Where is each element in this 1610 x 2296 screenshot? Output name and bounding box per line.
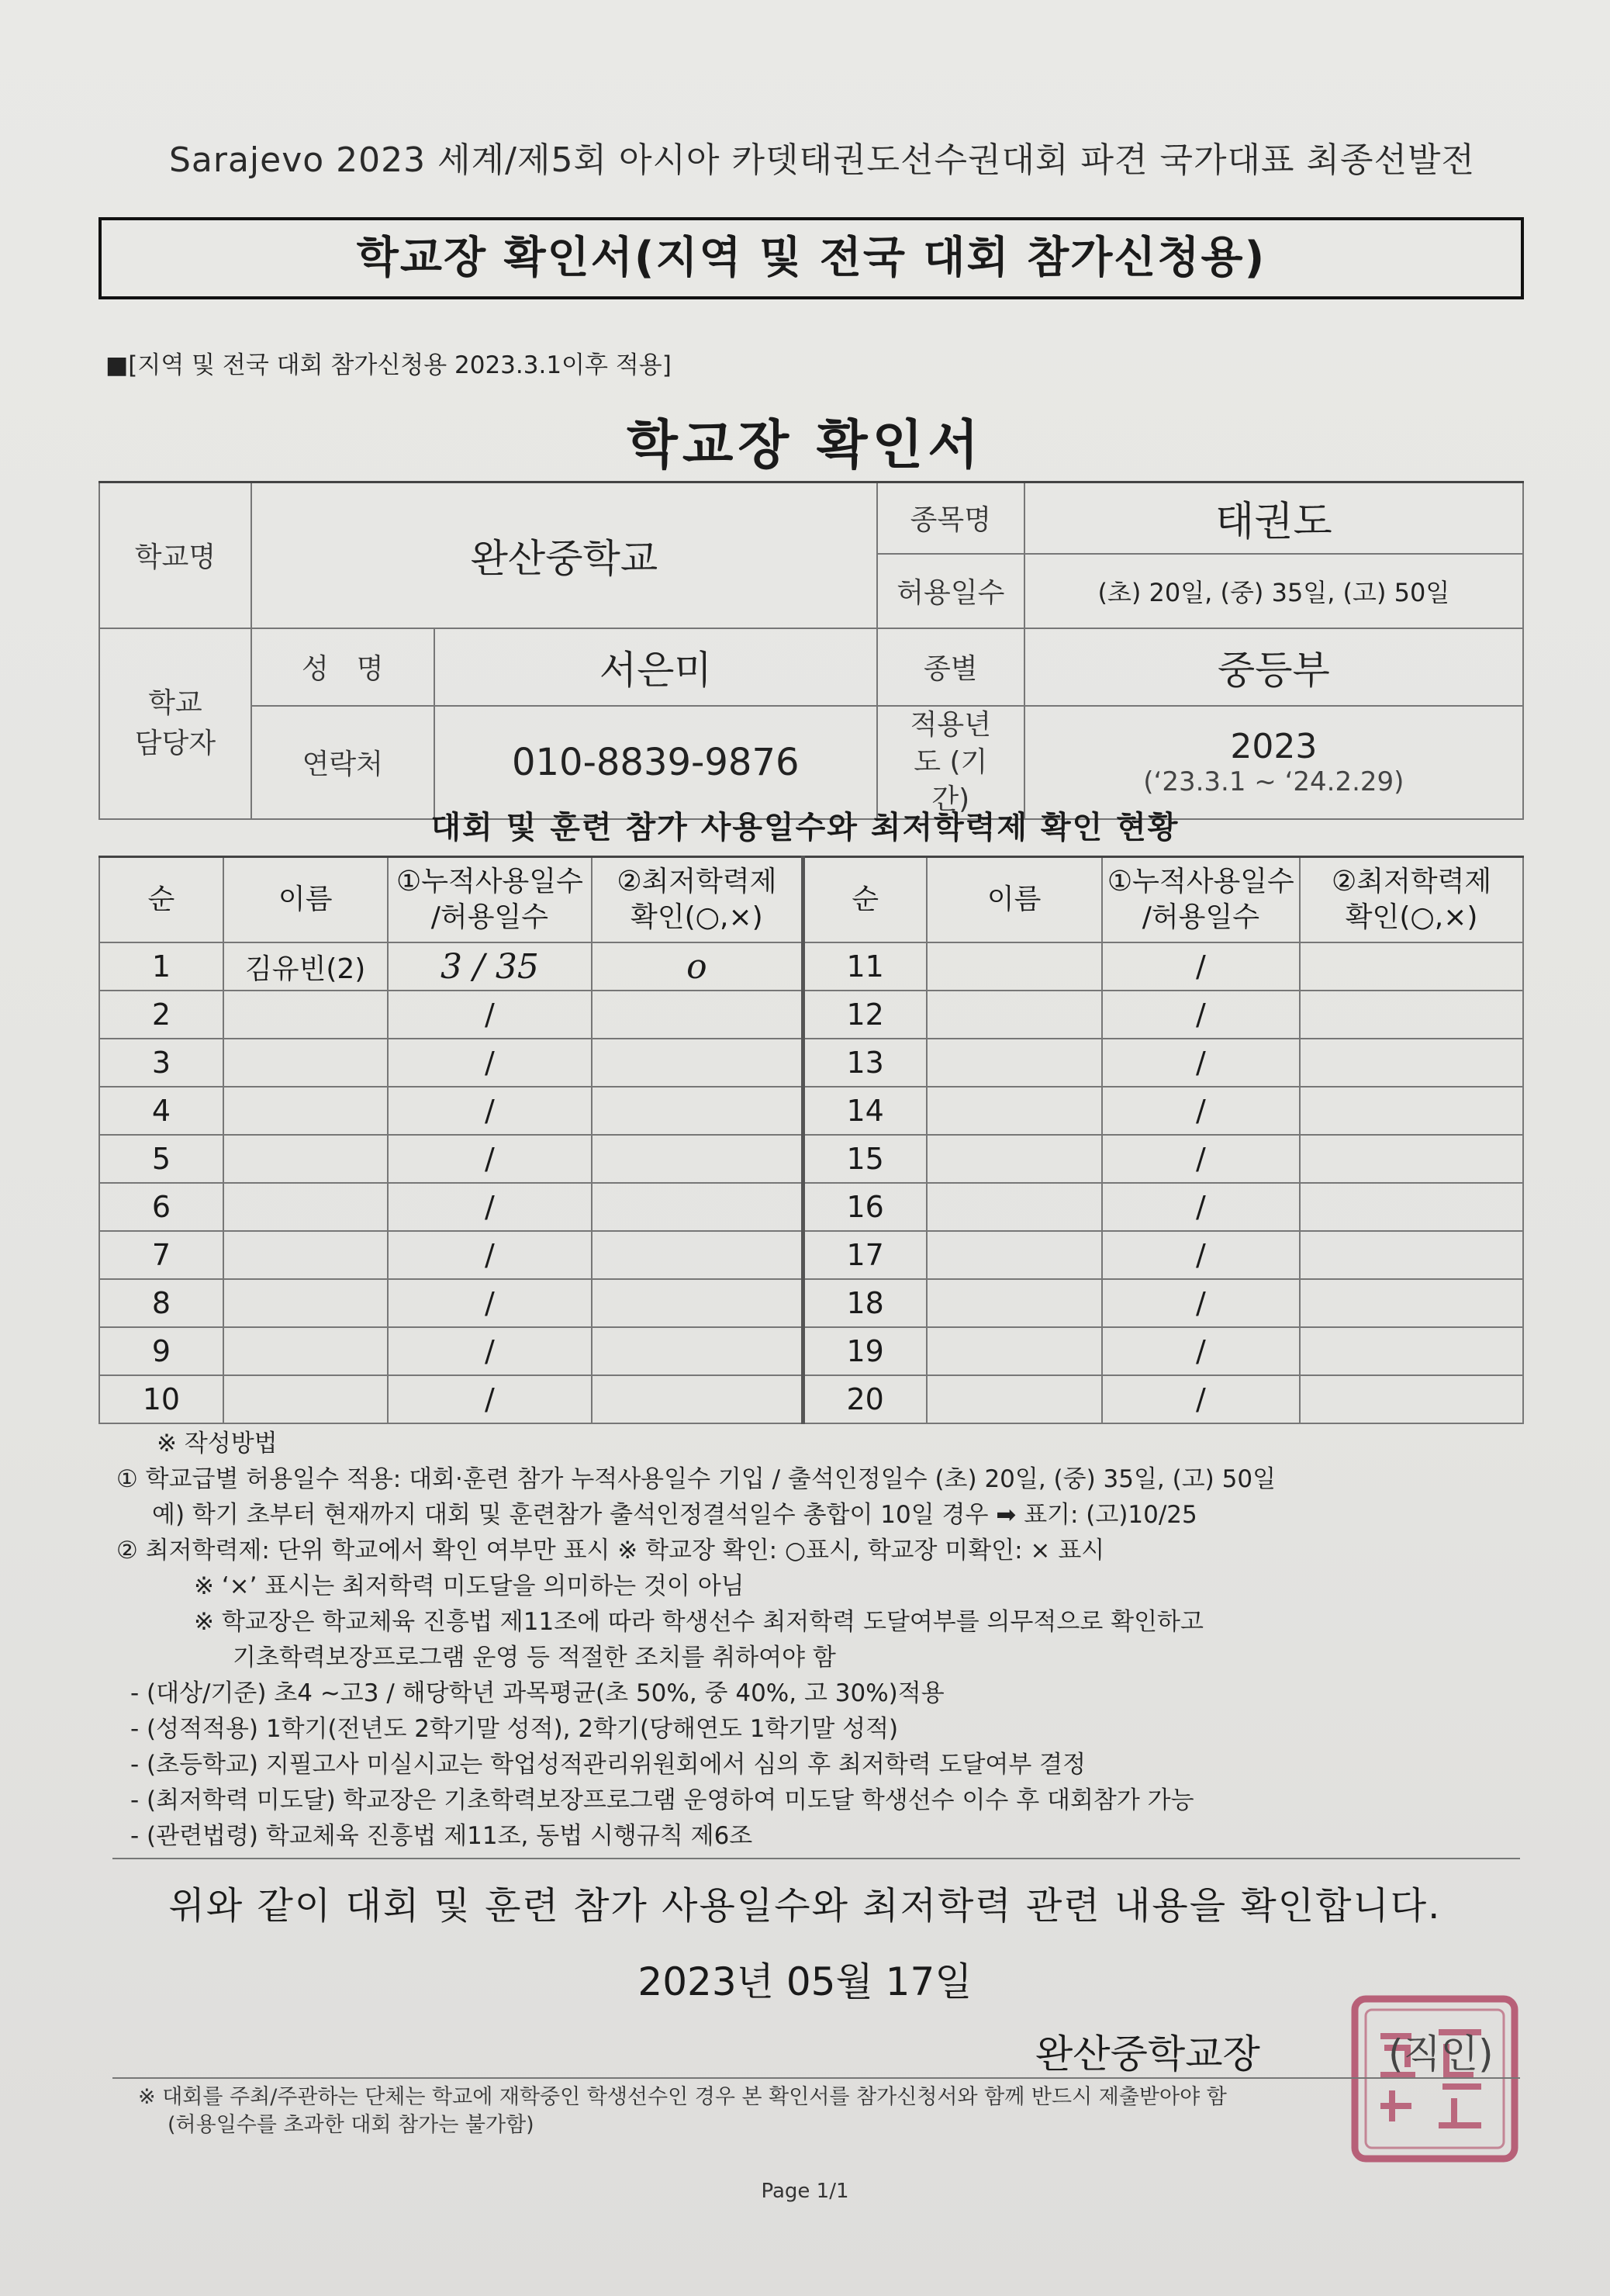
confirmation-text: 위와 같이 대회 및 훈련 참가 사용일수와 최저학력 관련 내용을 확인합니다. (168, 1884, 1442, 1928)
row-no: 16 (803, 1183, 927, 1231)
row-days: / (388, 1327, 593, 1375)
name-value: 서은미 (434, 628, 877, 706)
divider (112, 1858, 1520, 1859)
table-row (99, 1183, 1523, 1231)
year-label: 적용년도 (기간) (877, 706, 1024, 819)
table-row (99, 1039, 1523, 1087)
row-no: 18 (803, 1279, 927, 1327)
row-check (592, 991, 803, 1039)
row-check (1300, 1135, 1523, 1183)
row-check (592, 1375, 803, 1423)
col-no: 순 (99, 857, 223, 943)
method-line: 예) 학기 초부터 현재까지 대회 및 훈련참가 출석인정결석일수 총합이 10일 경우 ➡ 표기: (고)10/25 (152, 1501, 1197, 1529)
row-name (223, 991, 388, 1039)
row-check: o (592, 942, 803, 991)
row-days: / (388, 1087, 593, 1135)
row-check (1300, 1375, 1523, 1423)
row-check (592, 1231, 803, 1279)
row-name (223, 1135, 388, 1183)
row-no: 17 (803, 1231, 927, 1279)
row-name: 김유빈(2) (223, 942, 388, 991)
row-check (592, 1279, 803, 1327)
table-row (99, 1231, 1523, 1279)
row-check (592, 1087, 803, 1135)
row-days: / (1102, 1183, 1301, 1231)
row-days: / (388, 1039, 593, 1087)
row-days: / (1102, 1327, 1301, 1375)
method-heading: ※ 작성방법 (157, 1430, 278, 1457)
method-line: ② 최저학력제: 단위 학교에서 확인 여부만 표시 ※ 학교장 확인: ○표시, 학교장 미확인: × 표시 (116, 1537, 1105, 1565)
seal-label: (직인) (1388, 2031, 1494, 2076)
col-name: 이름 (223, 857, 388, 943)
row-days: / (1102, 1039, 1301, 1087)
method-line: ※ ‘×’ 표시는 최저학력 미도달을 의미하는 것이 아님 (194, 1572, 745, 1600)
row-name (927, 1231, 1102, 1279)
row-days: / (1102, 1135, 1301, 1183)
row-check (1300, 1087, 1523, 1135)
divider (112, 2077, 1520, 2079)
row-check (1300, 1231, 1523, 1279)
issue-date: 2023년 05월 17일 (637, 1959, 973, 2004)
row-no: 15 (803, 1135, 927, 1183)
table-row (99, 1327, 1523, 1375)
official-seal-stamp (1346, 1990, 1524, 2168)
row-no: 8 (99, 1279, 223, 1327)
row-days: / (1102, 1375, 1301, 1423)
form-title: 학교장 확인서 (627, 415, 983, 476)
table-row (99, 1375, 1523, 1423)
form-note: ■[지역 및 전국 대회 참가신청용 2023.3.1이후 적용] (105, 351, 672, 379)
row-days: / (1102, 991, 1301, 1039)
row-check (1300, 942, 1523, 991)
row-days: / (388, 1135, 593, 1183)
row-no: 12 (803, 991, 927, 1039)
row-name (927, 942, 1102, 991)
manager-label: 학교 담당자 (99, 628, 251, 819)
row-name (927, 1135, 1102, 1183)
allowed-days-label: 허용일수 (877, 554, 1024, 628)
row-no: 6 (99, 1183, 223, 1231)
row-no: 2 (99, 991, 223, 1039)
row-check (592, 1183, 803, 1231)
method-line: 기초학력보장프로그램 운영 등 적절한 조치를 취하여야 함 (233, 1644, 836, 1672)
row-name (927, 991, 1102, 1039)
row-name (927, 1327, 1102, 1375)
row-name (223, 1327, 388, 1375)
method-line: ① 학교급별 허용일수 적용: 대회·훈련 참가 누적사용일수 기입 / 출석인정일수 (초) 20일, (중) 35일, (고) 50일 (116, 1465, 1277, 1493)
row-name (223, 1087, 388, 1135)
school-label: 학교명 (99, 482, 251, 628)
principal-name: 완산중학교장 (1035, 2031, 1260, 2076)
table-row (99, 942, 1523, 991)
col-no: 순 (803, 857, 927, 943)
table-row (99, 1279, 1523, 1327)
row-check (592, 1039, 803, 1087)
contact-label: 연락처 (251, 706, 434, 819)
row-days: / (1102, 1231, 1301, 1279)
row-days: 3 / 35 (388, 942, 593, 991)
row-name (927, 1039, 1102, 1087)
row-no: 7 (99, 1231, 223, 1279)
row-no: 9 (99, 1327, 223, 1375)
page-number: Page 1/1 (761, 2180, 849, 2203)
school-value: 완산중학교 (251, 482, 877, 628)
row-days: / (1102, 942, 1301, 991)
row-name (223, 1279, 388, 1327)
row-days: / (1102, 1279, 1301, 1327)
writing-method (116, 1426, 1528, 1854)
status-header-row (99, 857, 1523, 943)
method-line: - (성적적용) 1학기(전년도 2학기말 성적), 2학기(당해연도 1학기말 성적) (130, 1715, 899, 1743)
row-no: 11 (803, 942, 927, 991)
row-name (223, 1375, 388, 1423)
row-check (1300, 991, 1523, 1039)
row-no: 4 (99, 1087, 223, 1135)
table-row (99, 1135, 1523, 1183)
row-check (1300, 1327, 1523, 1375)
footnote-line: (허용일수를 초과한 대회 참가는 불가함) (168, 2113, 534, 2137)
footnote-line: ※ 대회를 주최/주관하는 단체는 학교에 재학중인 학생선수인 경우 본 확인서를 참가신청서와 함께 반드시 제출받아야 함 (138, 2085, 1227, 2109)
row-no: 20 (803, 1375, 927, 1423)
row-name (927, 1087, 1102, 1135)
allowed-days-value: (초) 20일, (중) 35일, (고) 50일 (1024, 554, 1523, 628)
method-line: - (대상/기준) 초4 ~고3 / 해당학년 과목평균(초 50%, 중 40%, 고 30%)적용 (130, 1679, 945, 1707)
row-days: / (1102, 1087, 1301, 1135)
sport-label: 종목명 (877, 482, 1024, 554)
row-name (223, 1231, 388, 1279)
row-days: / (388, 991, 593, 1039)
division-value: 중등부 (1024, 628, 1523, 706)
row-no: 5 (99, 1135, 223, 1183)
method-line: - (초등학교) 지필고사 미실시교는 학업성적관리위원회에서 심의 후 최저학력 도달여부 결정 (130, 1751, 1087, 1779)
row-check (1300, 1039, 1523, 1087)
row-no: 3 (99, 1039, 223, 1087)
row-check (592, 1135, 803, 1183)
col-days: ①누적사용일수 /허용일수 (1102, 857, 1301, 943)
col-check: ②최저학력제 확인(○,×) (1300, 857, 1523, 943)
document-title-box (98, 217, 1524, 299)
row-no: 13 (803, 1039, 927, 1087)
table-row (99, 991, 1523, 1039)
sport-value: 태권도 (1024, 482, 1523, 554)
header-info-table (98, 481, 1524, 820)
contact-value: 010-8839-9876 (434, 706, 877, 819)
year-cell (1024, 706, 1523, 819)
row-days: / (388, 1279, 593, 1327)
row-check (1300, 1279, 1523, 1327)
year-value: 2023 (1230, 727, 1318, 766)
row-no: 19 (803, 1327, 927, 1375)
footnote (138, 2083, 1227, 2139)
row-no: 10 (99, 1375, 223, 1423)
row-name (223, 1183, 388, 1231)
row-name (927, 1375, 1102, 1423)
col-days: ①누적사용일수 /허용일수 (388, 857, 593, 943)
division-label: 종별 (877, 628, 1024, 706)
method-line: - (관련법령) 학교체육 진흥법 제11조, 동법 시행규칙 제6조 (130, 1822, 753, 1850)
row-name (223, 1039, 388, 1087)
document-title: 학교장 확인서(지역 및 전국 대회 참가신청용) (356, 233, 1266, 283)
col-name: 이름 (927, 857, 1102, 943)
name-label: 성 명 (251, 628, 434, 706)
year-period: (‘23.3.1 ~ ‘24.2.29) (1143, 766, 1404, 797)
row-days: / (388, 1375, 593, 1423)
row-name (927, 1183, 1102, 1231)
col-check: ②최저학력제 확인(○,×) (592, 857, 803, 943)
row-no: 14 (803, 1087, 927, 1135)
row-no: 1 (99, 942, 223, 991)
method-line: - (최저학력 미도달) 학교장은 기초학력보장프로그램 운영하여 미도달 학생선수 이수 후 대회참가 가능 (130, 1786, 1194, 1814)
method-line: ※ 학교장은 학교체육 진흥법 제11조에 따라 학생선수 최저학력 도달여부를 의무적으로 확인하고 (194, 1608, 1204, 1636)
event-title: Sarajevo 2023 세계/제5회 아시아 카뎃태권도선수권대회 파견 국가대표 최종선발전 (168, 140, 1475, 180)
status-table (98, 856, 1524, 1424)
status-title: 대회 및 훈련 참가 사용일수와 최저학력제 확인 현황 (430, 810, 1180, 845)
row-days: / (388, 1231, 593, 1279)
table-row (99, 1087, 1523, 1135)
row-check (1300, 1183, 1523, 1231)
row-name (927, 1279, 1102, 1327)
row-check (592, 1327, 803, 1375)
row-days: / (388, 1183, 593, 1231)
